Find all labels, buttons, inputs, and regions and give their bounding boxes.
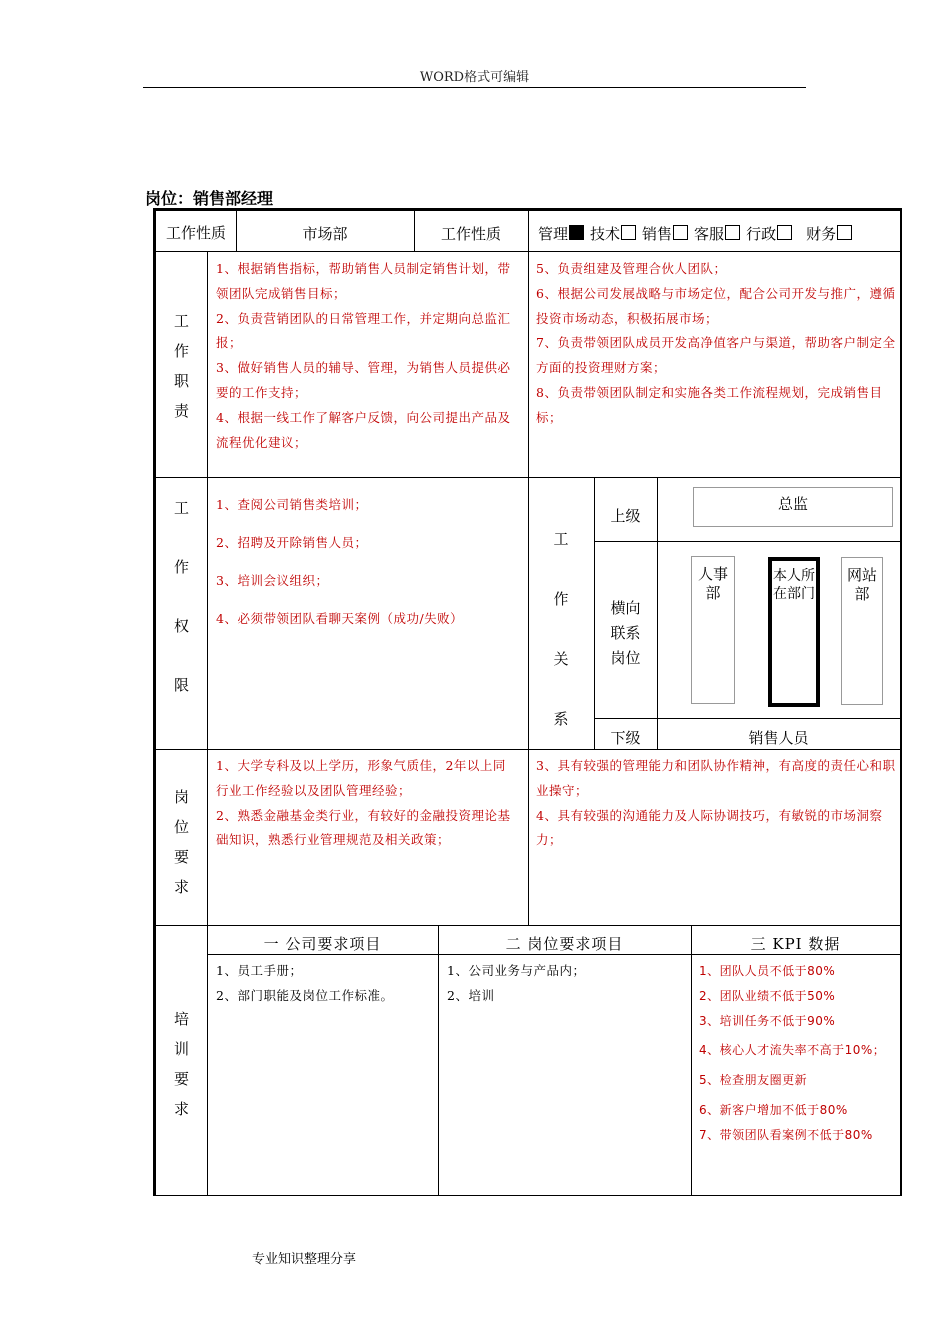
duty-item: 5、负责组建及管理合伙人团队； xyxy=(536,261,727,276)
empty-box-icon[interactable] xyxy=(777,225,792,240)
empty-box-icon[interactable] xyxy=(673,225,688,240)
lateral-web: 网站部 xyxy=(841,557,883,705)
company-req-item: 2、部门职能及岗位工作标准。 xyxy=(216,987,394,1003)
page-footer: 专业知识整理分享 xyxy=(252,1252,357,1267)
training-label-char: 训 xyxy=(173,1040,189,1058)
kpi-item: 7、带领团队看案例不低于80% xyxy=(699,1127,873,1142)
duties-left xyxy=(216,257,518,455)
authority-item: 4、必须带领团队看聊天案例（成功/失败） xyxy=(216,611,464,626)
authority-item: 3、培训会议组织； xyxy=(216,573,329,588)
empty-box-icon[interactable] xyxy=(837,225,852,240)
superior-box: 总监 xyxy=(693,487,893,527)
duties-right xyxy=(536,257,898,431)
job-description-table xyxy=(153,208,902,1196)
nature-option[interactable] xyxy=(694,225,740,243)
relations-label-char: 工 xyxy=(553,530,569,548)
superior-label: 上级 xyxy=(610,507,641,525)
kpi-item: 2、团队业绩不低于50% xyxy=(699,988,836,1003)
nature-option-label: 技术 xyxy=(590,225,621,243)
nature-label: 工作性质 xyxy=(165,224,226,242)
duty-item: 2、负责营销团队的日常管理工作，并定期向总监汇报； xyxy=(216,310,511,351)
requirements-label-char: 求 xyxy=(173,878,189,896)
position-req-list xyxy=(447,959,687,1009)
nature-option-label: 管理 xyxy=(538,225,569,243)
nature-option[interactable] xyxy=(806,225,852,243)
duty-item: 3、做好销售人员的辅导、管理，为销售人员提供必要的工作支持； xyxy=(216,360,511,400)
nature-option-label: 销售 xyxy=(642,225,673,243)
duties-label xyxy=(156,306,207,426)
requirement-item: 3、具有较强的管理能力和团队协作精神，有高度的责任心和职业操守； xyxy=(536,758,896,798)
relations-label-char: 关 xyxy=(553,650,569,668)
lateral-label-line: 横向 xyxy=(610,599,641,617)
nature-options xyxy=(528,223,910,244)
requirements-label-char: 要 xyxy=(173,848,189,866)
nature-option[interactable] xyxy=(642,225,688,243)
company-req-item: 1、员工手册； xyxy=(216,963,303,978)
training-label-char: 要 xyxy=(173,1070,189,1088)
requirements-right xyxy=(536,754,898,853)
authority-label-char: 作 xyxy=(173,558,189,576)
authority-item: 1、查阅公司销售类培训； xyxy=(216,497,368,512)
subordinate-value: 销售人员 xyxy=(748,729,809,747)
requirement-item: 2、熟悉金融基金类行业，有较好的金融投资理论基础知识，熟悉行业管理规范及相关政策； xyxy=(216,807,511,848)
requirements-left xyxy=(216,754,518,853)
checked-box-icon[interactable] xyxy=(569,225,584,240)
duty-item: 8、负责带领团队制定和实施各类工作流程规划，完成销售目标； xyxy=(536,384,883,425)
lateral-label-line: 岗位 xyxy=(610,649,641,667)
duties-label-char: 作 xyxy=(173,342,189,360)
position-req-item: 1、公司业务与产品内； xyxy=(447,963,586,978)
company-req-list xyxy=(216,959,431,1009)
requirements-label xyxy=(156,782,207,902)
authority-items xyxy=(216,486,521,638)
duties-label-char: 工 xyxy=(173,312,189,330)
authority-label-char: 权 xyxy=(173,617,189,635)
relations-label-char: 作 xyxy=(553,590,569,608)
page-title: 岗位：销售部经理 xyxy=(145,189,274,208)
header-rule xyxy=(143,87,806,88)
requirement-item: 4、具有较强的沟通能力及人际协调技巧，有敏锐的市场洞察力； xyxy=(536,807,883,848)
duty-item: 1、根据销售指标，帮助销售人员制定销售计划，带领团队完成销售目标； xyxy=(216,261,511,301)
duties-label-char: 责 xyxy=(173,402,189,420)
nature-option[interactable] xyxy=(590,225,636,243)
relations-label-char: 系 xyxy=(553,710,569,728)
nature-option[interactable] xyxy=(538,225,584,243)
kpi-item: 3、培训任务不低于90% xyxy=(699,1013,836,1028)
duties-label-char: 职 xyxy=(173,372,189,390)
requirement-item: 1、大学专科及以上学历，形象气质佳，2年以上同行业工作经验以及团队管理经验； xyxy=(216,758,506,798)
kpi-item: 5、检查朋友圈更新 xyxy=(699,1073,808,1088)
relations-label xyxy=(528,509,594,749)
position-req-header: 二 岗位要求项目 xyxy=(505,935,624,953)
authority-item: 2、招聘及开除销售人员； xyxy=(216,535,368,550)
duty-item: 4、根据一线工作了解客户反馈，向公司提出产品及流程优化建议； xyxy=(216,409,511,450)
nature-option-label: 客服 xyxy=(694,225,725,243)
kpi-list xyxy=(699,959,898,1148)
department-value: 市场部 xyxy=(302,225,348,243)
authority-label-char: 工 xyxy=(173,499,189,517)
requirements-label-char: 岗 xyxy=(173,788,189,806)
lateral-own-dept: 本人所在部门 xyxy=(768,557,820,707)
training-label-char: 求 xyxy=(173,1100,189,1118)
company-req-header: 一 公司要求项目 xyxy=(263,935,382,953)
lateral-hr: 人事部 xyxy=(691,556,735,704)
nature-option-label: 行政 xyxy=(746,225,777,243)
requirements-label-char: 位 xyxy=(173,818,189,836)
duty-item: 7、负责带领团队成员开发高净值客户与渠道，帮助客户制定全方面的投资理财方案； xyxy=(536,335,896,376)
empty-box-icon[interactable] xyxy=(621,225,636,240)
page-header: WORD格式可编辑 xyxy=(419,70,530,85)
kpi-item: 4、核心人才流失率不高于10%； xyxy=(699,1043,886,1058)
subordinate-label: 下级 xyxy=(610,729,641,747)
nature-option-label: 财务 xyxy=(806,225,837,243)
kpi-item: 1、团队人员不低于80% xyxy=(699,964,836,978)
nature-option[interactable] xyxy=(746,225,792,243)
training-label-char: 培 xyxy=(173,1010,189,1028)
kpi-header: 三 KPI 数据 xyxy=(750,935,841,953)
authority-label xyxy=(156,479,207,715)
duty-item: 6、根据公司发展战略与市场定位，配合公司开发与推广，遵循投资市场动态，积极拓展市场； xyxy=(536,285,896,326)
authority-label-char: 限 xyxy=(173,676,189,694)
kpi-item: 6、新客户增加不低于80% xyxy=(699,1102,848,1117)
lateral-label-line: 联系 xyxy=(610,624,641,642)
position-req-item: 2、培训 xyxy=(447,987,495,1003)
nature-label-2: 工作性质 xyxy=(440,225,501,243)
training-label xyxy=(156,1004,207,1124)
empty-box-icon[interactable] xyxy=(725,225,740,240)
lateral-label xyxy=(594,596,657,671)
